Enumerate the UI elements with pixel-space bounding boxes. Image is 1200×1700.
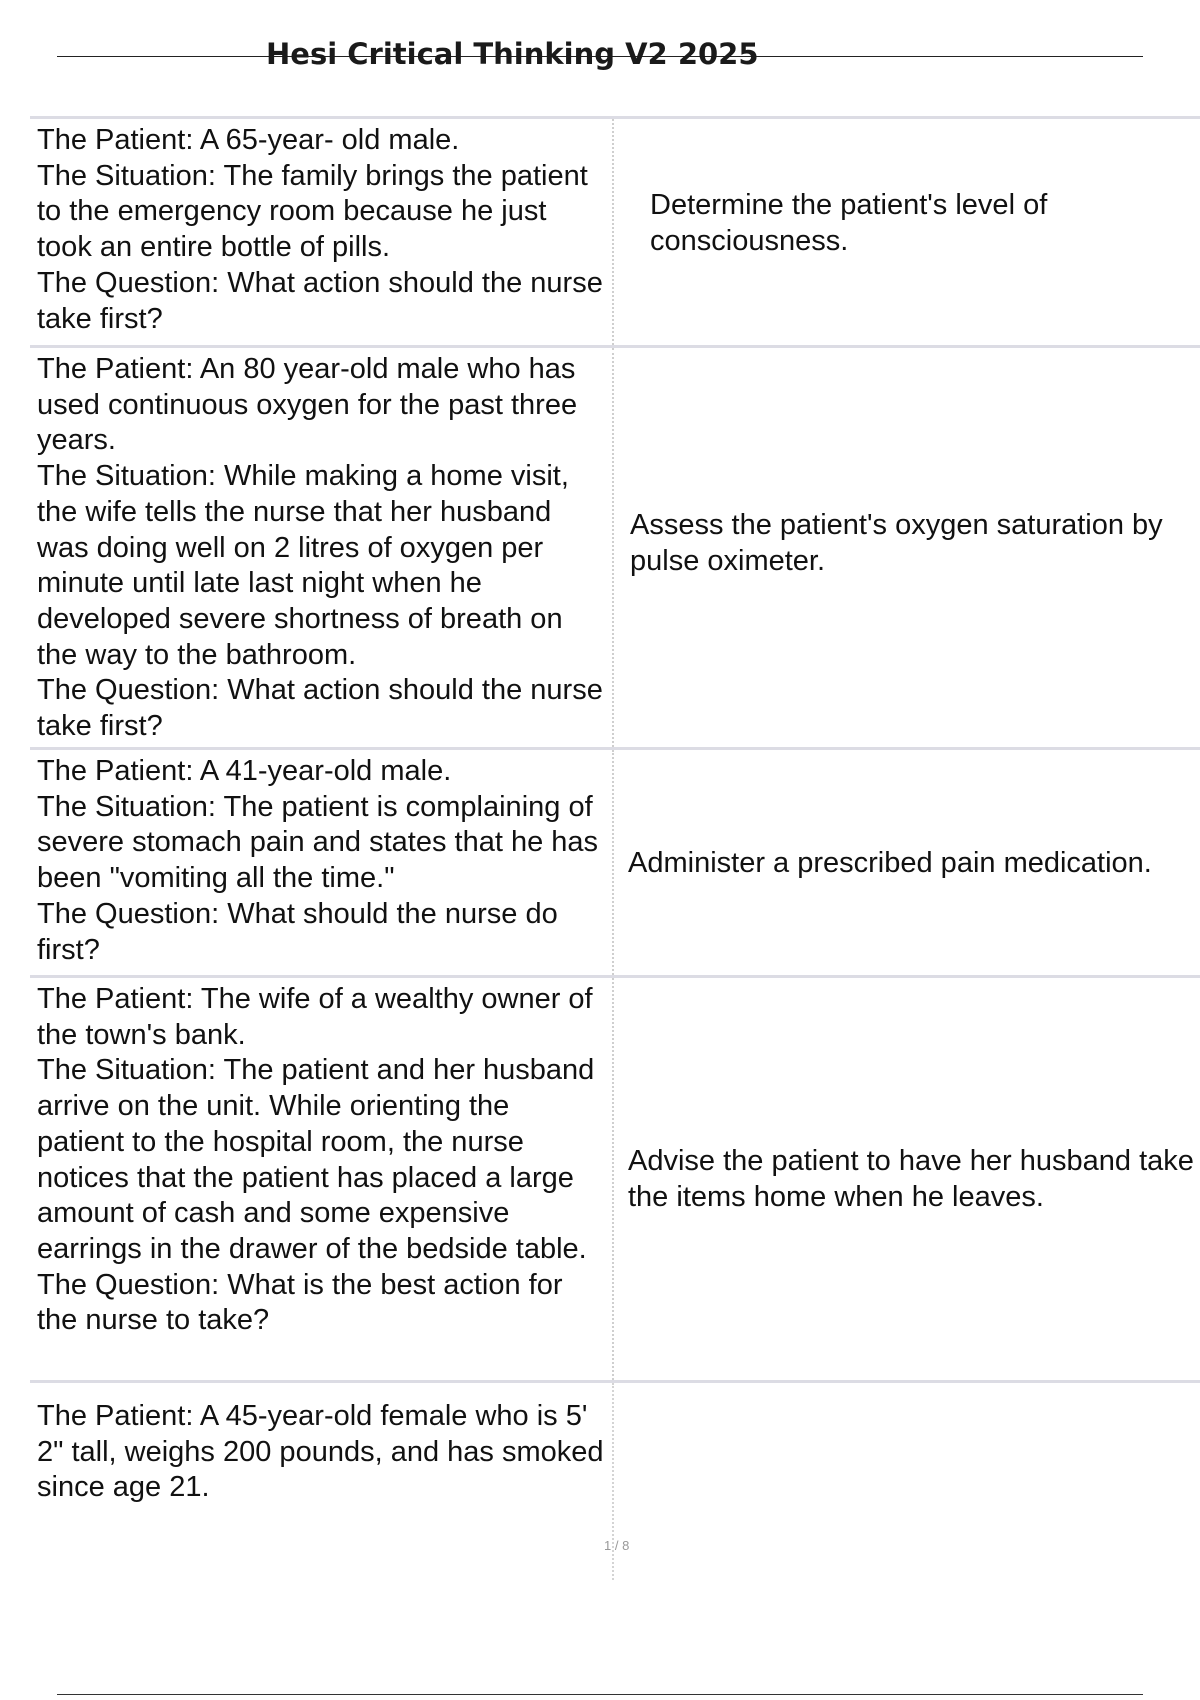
patient-line: The Patient: A 45-year-old female who is 5' 2" tall, weighs 200 pounds, and has smoked since age 21.: [37, 1400, 604, 1504]
answer-text: Determine the patient's level of consciousness.: [650, 189, 1048, 257]
document-title: Hesi Critical Thinking V2 2025: [266, 37, 759, 71]
card-question: [30, 1383, 614, 1580]
patient-line: The Patient: An 80 year-old male who has used continuous oxygen for the past three years.: [37, 353, 578, 457]
card-question: [30, 348, 614, 747]
flashcard-row: [30, 747, 1200, 975]
footer-rule: [57, 1694, 1143, 1695]
flashcard-row: [30, 975, 1200, 1380]
flashcard-row: [30, 116, 1200, 345]
card-answer: [614, 119, 1200, 345]
patient-line: The Patient: The wife of a wealthy owner of the town's bank.: [37, 983, 593, 1051]
question-line: The Question: What should the nurse do first?: [37, 897, 558, 966]
card-answer: [614, 348, 1200, 747]
situation-line: The Situation: The patient is complaining of severe stomach pain and states that he has been "vomiting all the time.": [37, 790, 599, 895]
card-question: [30, 978, 614, 1380]
card-answer: [614, 1383, 1200, 1580]
page-indicator: 1 / 8: [604, 1538, 630, 1553]
patient-line: The Patient: A 41-year-old male.: [37, 755, 452, 787]
card-answer: [614, 750, 1200, 975]
situation-line: The Situation: The family brings the patient to the emergency room because he just took an entire bottle of pills.: [37, 159, 588, 264]
card-answer: [614, 978, 1200, 1380]
card-question: [30, 119, 614, 345]
card-question: [30, 750, 614, 975]
answer-text: Advise the patient to have her husband take the items home when he leaves.: [628, 1145, 1194, 1213]
question-line: The Question: What action should the nurse take first?: [37, 266, 603, 335]
answer-text: Administer a prescribed pain medication.: [628, 846, 1152, 879]
situation-line: The Situation: The patient and her husband arrive on the unit. While orienting the patient to the hospital room, the nurse notices that the patient has placed a large amount of cash and some expensive earrings in the drawer of the bedside table.: [37, 1054, 595, 1265]
question-line: The Question: What action should the nurse take first?: [37, 674, 603, 743]
question-line: The Question: What is the best action for the nurse to take?: [37, 1268, 563, 1337]
patient-line: The Patient: A 65-year- old male.: [37, 124, 460, 156]
situation-line: The Situation: While making a home visit, the wife tells the nurse that her husband was doing well on 2 litres of oxygen per minute until late last night when he developed severe shortness of breath on the way to the bathroom.: [37, 460, 569, 671]
flashcard-row: [30, 345, 1200, 747]
answer-text: Assess the patient's oxygen saturation by pulse oximeter.: [630, 508, 1163, 577]
flashcard-table: [30, 116, 1200, 1580]
